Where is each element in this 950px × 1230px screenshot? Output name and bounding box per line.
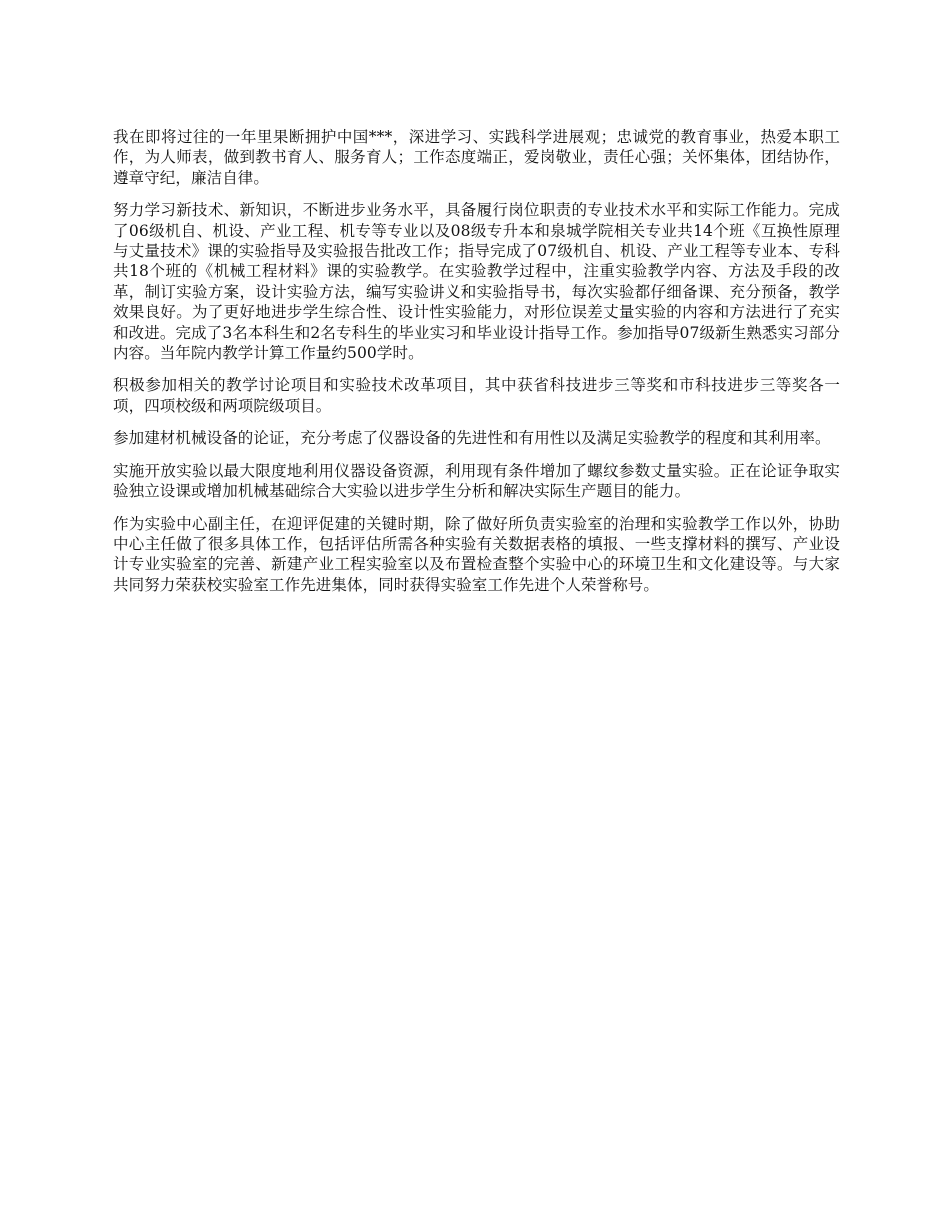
paragraph-deputy-director: 作为实验中心副主任，在迎评促建的关键时期，除了做好所负责实验室的治理和实验教学工作以外，协助中心主任做了很多具体工作，包括评估所需各种实验有关数据表格的填报、一些支撑材料的撰写、产业设计专业实验室的完善、新建产业工程实验室以及布置检查整个实验中心的环境卫生和文化建设等。与大家共同努力荣获校实验室工作先进集体，同时获得实验室工作先进个人荣誉称号。 xyxy=(113,514,840,594)
document-body xyxy=(113,127,840,607)
paragraph-research-projects: 积极参加相关的教学讨论项目和实验技术改革项目，其中获省科技进步三等奖和市科技进步三等奖各一项，四项校级和两项院级项目。 xyxy=(113,376,840,415)
paragraph-open-experiments: 实施开放实验以最大限度地利用仪器设备资源，利用现有条件增加了螺纹参数丈量实验。正在论证争取实验独立设课或增加机械基础综合大实验以进步学生分析和解决实际生产题目的能力。 xyxy=(113,461,840,501)
paragraph-equipment-review: 参加建材机械设备的论证，充分考虑了仪器设备的先进性和有用性以及满足实验教学的程度和其利用率。 xyxy=(113,429,831,448)
paragraph-political-stance: 我在即将过往的一年里果断拥护中国***，深进学习、实践科学进展观；忠诚党的教育事业，热爱本职工作，为人师表，做到教书育人、服务育人；工作态度端正，爱岗敬业，责任心强；关怀集体，团结协作，遵章守纪，廉洁自律。 xyxy=(113,128,840,187)
paragraph-teaching-work: 努力学习新技术、新知识，不断进步业务水平，具备履行岗位职责的专业技术水平和实际工作能力。完成了06级机自、机设、产业工程、机专等专业以及08级专升本和泉城学院相关专业共14个班《互换性原理与丈量技术》课的实验指导及实验报告批改工作；指导完成了07级机自、机设、产业工程等专业本、专科共18个班的《机械工程材料》课的实验教学。在实验教学过程中，注重实验教学内容、方法及手段的改革，制订实验方案，设计实验方法，编写实验讲义和实验指导书，每次实验都仔细备课、充分预备，教学效果良好。为了更好地进步学生综合性、设计性实验能力，对形位误差丈量实验的内容和方法进行了充实和改进。完成了3名本科生和2名专科生的毕业实习和毕业设计指导工作。参加指导07级新生熟悉实习部分内容。当年院内教学计算工作量约500学时。 xyxy=(113,201,840,363)
